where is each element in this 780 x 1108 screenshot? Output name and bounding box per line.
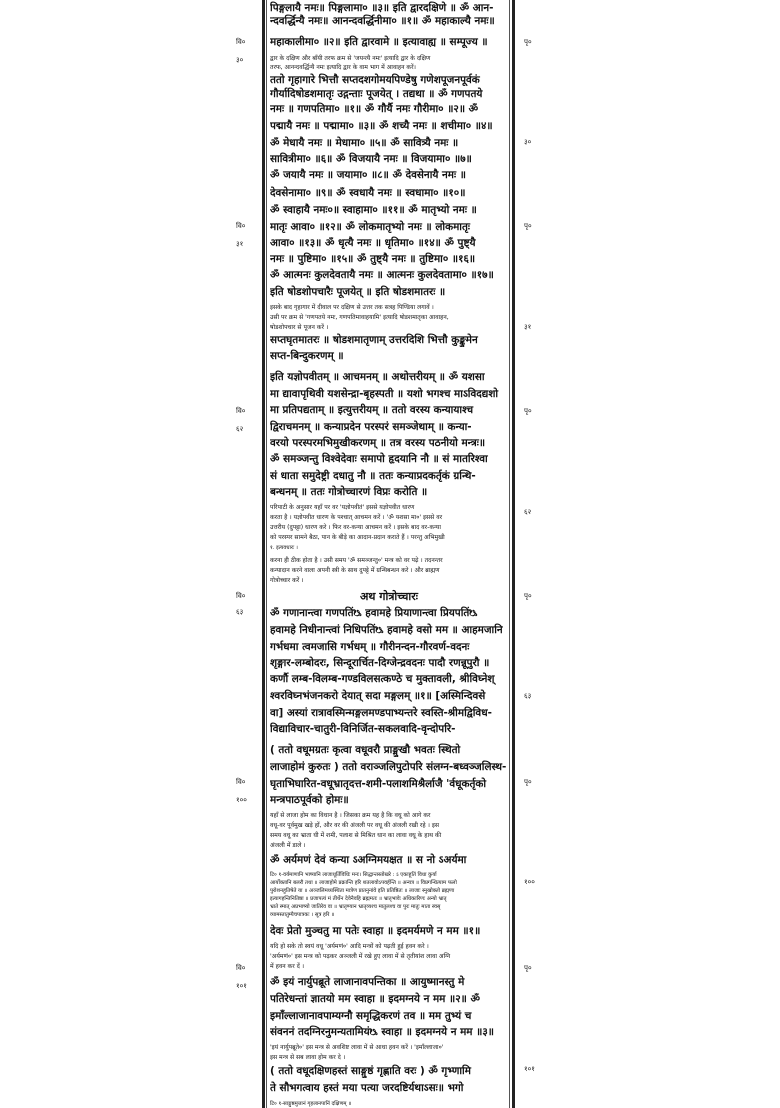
sanskrit-line: आवा० ॥१३॥ ॐ धृत्यै नमः ॥ धृतिमा० ॥१४॥ ॐ पुष्ट्यै [270, 237, 476, 249]
sanskrit-line: नमः ॥ पुष्टिमा० ॥१५॥ ॐ तुष्ट्यै नमः ॥ तुष्टिमा० ॥१६॥ [270, 253, 476, 265]
right-border-rule [512, 0, 515, 1108]
margin-reference: ३१ [236, 240, 244, 248]
commentary-line: गोत्रोच्चार करें । [270, 577, 304, 584]
margin-reference: वि० [236, 38, 246, 46]
commentary-line: इसके बाद गृहागार में दीवाल पर दक्षिण से उत्तर तक सत्रह पिण्डिया लगावें । [270, 304, 434, 311]
footnote-line: व्यामस्तातुम्यैचपात्रकः । सूत्र हरि ॥ [270, 912, 335, 918]
sanskrit-line: पद्मायै नमः ॥ पद्मामा० ॥३॥ ॐ शच्यै नमः ॥ शचीमा० ॥४॥ [270, 120, 493, 132]
sanskrit-line: वरयो परस्परमभिमुखीकरणम् ॥ तत्र वरस्य पठनीयो मन्त्रः॥ [270, 437, 486, 449]
sanskrit-line: वा] अस्यां रात्रावस्मिन्मङ्गलमण्डपाभ्यन्तरे स्वस्ति-श्रीमद्विविध- [270, 707, 492, 719]
commentary-line: में हवन कर दें । [270, 963, 305, 970]
left-border-rule [262, 0, 265, 1108]
margin-reference: वि० [236, 592, 246, 600]
sanskrit-line: ततो गृहागारे भित्तौ सप्तदशगोमयपिण्डेषु गणेशपूजनपूर्वकं [270, 74, 480, 86]
margin-reference: ३० [524, 138, 532, 146]
sanskrit-line: श्वरविघ्नभंजनकरो देयात् सदा मङ्गलम् ॥१॥ [अस्मिन्दिवसे [270, 690, 486, 702]
sanskrit-line: कर्णौ लम्ब-विलम्ब-गण्डविलसत्कण्ठे च मुक्तावली, श्रीविघ्नेश् [270, 673, 495, 685]
sanskrit-line: देवः प्रेतो मुञ्चतु मा पतेः स्वाहा ॥ इदमर्यमणे न मम ॥१॥ [270, 925, 481, 937]
sanskrit-line: इति यज्ञोपवीतम् ॥ आचमनम् ॥ अथोत्तरीयम् ॥ ॐ यशसा [270, 371, 485, 383]
margin-reference: पृ० [524, 778, 532, 786]
margin-reference: पृ० [524, 222, 532, 230]
footnote-line: टि० १-वर्यमाणानि भाष्यानि लाजाधूर्तिविधिः मनः। सिद्धान्तस्तोखरे : ऽ एकाहूतिं विधा कुर्या [270, 872, 437, 878]
sanskrit-line: संवननं तदग्निरनुमन्यतामियंᳬ स्वाहा ॥ इदमग्नये न मम ॥३॥ [270, 1026, 494, 1038]
sanskrit-line: ॐ गणानान्त्वा गणपतिंᳬ हवामहे प्रियाणान्त्वा प्रियपतिंᳬ [270, 607, 478, 619]
commentary-line: अंजली में डाले । [270, 842, 306, 849]
sanskrit-line: ॐ इयं नार्युपब्रूते लाजानावपन्तिका ॥ आयुष्मानस्तु मे [270, 976, 465, 988]
sanskrit-line: सप्तघृतमातरः ॥ षोडशमातृणाम् उत्तरदिशि भित्तौ कुङ्कुमेन [270, 334, 478, 346]
sanskrit-line: बन्धनम् ॥ ततः गोत्रोच्चारणं विप्रः करोति ॥ [270, 486, 428, 498]
text-column [270, 0, 508, 1108]
sanskrit-line: न्दवर्द्धिन्यै नमः॥ आनन्दवर्द्धिनीमा० ॥१॥ ॐ महाकाल्यै नमः॥ [270, 15, 495, 27]
sanskrit-line: गर्भधमा त्वमजासि गर्भधम् ॥ गौरीनन्दन-गौरवर्ण-वदनः [270, 641, 470, 653]
sanskrit-line: ॐ अर्यमणं देवं कन्या ऽअग्निमयक्षत ॥ स नो ऽअर्यमा [270, 854, 467, 866]
sanskrit-line: श‍ृङ्गार-लम्बोदरः, सिन्दूरार्चित-दिग्जेन्द्रवदनः पादौ रणन्नूपुरौ ॥ [270, 657, 490, 669]
margin-reference: वि० [236, 407, 246, 415]
sanskrit-line: देवसेनामा० ॥९॥ ॐ स्वधायै नमः ॥ स्वधामा० ॥१०॥ [270, 187, 466, 199]
margin-reference: ६३ [524, 692, 532, 700]
sanskrit-line: ॐ जयायै नमः ॥ जयामा० ॥८॥ ॐ देवसेनायै नमः ॥ [270, 169, 466, 181]
commentary-line: करना ही ठीक होता है । उसी समय 'ॐ समञ्जन्तु०' मन्त्र को वर पढ़े । तदनन्तर [270, 557, 443, 564]
sanskrit-line: पिङ्गलायै नमः॥ पिङ्गलामा० ॥३॥ इति द्वारदक्षिणे ॥ ॐ आन- [270, 2, 494, 14]
commentary-line: द्वार के दक्षिण और बाँयी तरफ क्रम से 'जयन्त्यै नमः' इत्यादि द्वार के दक्षिण [270, 55, 431, 62]
footnote-line: भ्राते स्मात् अप्रभाष्यो जातिरेव वा ॥ भ्रातृण्यान भ्रातृव्यश्च मातुलश्च वा पुरः मातुः माता स्वसृ [270, 904, 441, 910]
sanskrit-line: ते सौभगत्वाय हस्तं मया पत्या जरदष्टिर्यथाऽसः॥ भगो [270, 1082, 464, 1094]
sanskrit-line: घृताभिघारित-वधूभ्रातृदत्त-शमी-पलाशमिश्रैर्लाजै 'र्वधूकर्तृको [270, 778, 487, 790]
commentary-line: उत्तरीय (दुपट्टा) धारण करे । फिर वर-कन्या आचमन करें । इसके बाद वर-कन्या [270, 524, 441, 531]
commentary-line: तरफ, आनन्दवर्द्धिन्यै नमः इत्यादि द्वार के वाम भाग में आवाहन करें। [270, 64, 416, 71]
commentary-line: वधू-वर पूर्वमुख खड़े हों, और वर की अंजली पर वधू की अंजली रखी रहे । इस [270, 822, 439, 829]
margin-reference: वि० [236, 222, 246, 230]
commentary-line: षोडशोपचार से पूजन करें । [270, 324, 329, 331]
section-heading: अथ गोत्रोच्चारः [360, 590, 418, 603]
margin-reference: १०० [236, 796, 247, 804]
sanskrit-line: द्विराचमनम् ॥ कन्याप्रदेन परस्परं समञ्जेथाम् ॥ कन्या- [270, 421, 472, 433]
margin-reference: १०१ [236, 982, 247, 990]
margin-reference: ६३ [236, 608, 244, 616]
sanskrit-line: मातृः आवा० ॥१२॥ ॐ लोकमातृभ्यो नमः ॥ लोकमातृः [270, 221, 470, 233]
footnote-line: इत्यागहन्तिनितिष्ठा ॥ प्रजापत्यं मं तीर्थेन देवेनैवहि ब्रह्ममतः ॥ भ्रातृभावेः अधिकारिणः अन्यो भ्रातृ [270, 896, 447, 902]
left-border-inner-rule [266, 0, 267, 1108]
sanskrit-line: इति षोडशोपचारैः पूजयेत् ॥ इति षोडशमातरः ॥ [270, 286, 446, 298]
margin-reference: पृ० [524, 592, 532, 600]
margin-reference: १०१ [524, 1065, 535, 1073]
commentary-line: यहाँ से लाजा होम का विधान है । जिसका क्रम यह है कि वधू को आगे कर [270, 812, 431, 819]
right-border-inner-rule [509, 0, 510, 1108]
margin-reference: १०० [524, 878, 535, 886]
commentary-line: 'अर्यमणं०' इस मन्त्र को पढ़कर अञ्जली में रखे हुए लावा में से तृतीयांश लावा अग्नि [270, 953, 451, 960]
sanskrit-line: ॐ स्वाहायै नमः०॥ स्वाहामा० ॥११॥ ॐ मातृभ्यो नमः ॥ [270, 204, 477, 216]
commentary-line: करता है । यज्ञोपवीत धारण के पश्चात् आचमन करें । 'ॐ यशसा मा०' इससे वर [270, 514, 443, 521]
sanskrit-line: गौर्यादिषोडशमातृः उद्गन्ताः पूजयेत् । तद्यथा ॥ ॐ गणपतये [270, 88, 483, 100]
commentary-line: परिपाटी के अनुसार यहाँ पर वर 'यज्ञोपवीतं' इससे यज्ञोपवीत धारण [270, 504, 415, 511]
footnote-line: १. इत्यवधारः । [270, 545, 298, 551]
margin-reference: ३१ [524, 323, 532, 331]
commentary-line: को परस्पर सामने बैठा, पान के बीड़े का आदान-प्रदान कराते हैं । परन्तु अभिमुखी [270, 534, 445, 541]
commentary-line: समय वधू का भ्राता घी में शमी, पलाश से मिश्रित धान का लावा वधू के हाथ की [270, 832, 442, 839]
commentary-line: यदि हो सके तो स्वयं वधू 'अर्यमणं०' आदि मन्त्रों को पढ़ती हुई हवन करे । [270, 943, 429, 950]
sanskrit-line: मा प्रतिपद्यताम् ॥ इत्युत्तरीयम् ॥ ततो वरस्य कन्यायाश्च [270, 404, 474, 416]
commentary-line: उसी पर क्रम से 'गणपतये नमः, गणपतिमावाहयामि' इत्यादि षोडशमातृका आवाहन, [270, 314, 449, 321]
footnote-line: पुरोशनहुतिषेते या ॥ अञ्जलिमध्यस्थिता मात्रेण प्रातनुनांवे इति प्रतिष्ठितः ॥ लाजाः स्नुखोक्तो ब्रह्मणा [270, 888, 455, 894]
margin-reference: ६२ [524, 508, 532, 516]
sanskrit-line: ॐ आत्मनः कुलदेवतायै नमः ॥ आत्मनः कुलदेवतामा० ॥१७॥ [270, 269, 494, 281]
commentary-line: इस मन्त्र से सब लावा होम कर दे । [270, 1054, 346, 1061]
sanskrit-line: इमाँल्लाजानावपाम्यग्नौ समृद्धिकरणं तव ॥ मम तुभ्यं च [270, 1010, 472, 1022]
margin-reference: पृ० [524, 407, 532, 415]
sanskrit-line: पतिरेधन्तां ज्ञातयो मम स्वाहा ॥ इदमग्नये न मम ॥२॥ ॐ [270, 993, 480, 1005]
sanskrit-line: सावित्रीमा० ॥६॥ ॐ विजयायै नमः ॥ विजयामा० ॥७॥ [270, 153, 472, 165]
sanskrit-line: हवामहे निधीनान्त्वां निधिपतिंᳬ हवामहे वसो मम ॥ आहमजानि [270, 624, 503, 636]
margin-reference: ३० [236, 56, 244, 64]
sanskrit-line: नमः ॥ गणपतिमा० ॥१॥ ॐ गौर्यै नमः गौरीमा० ॥२॥ ॐ [270, 103, 479, 115]
margin-reference: पृ० [524, 964, 532, 972]
sanskrit-line: ॐ समञ्जन्तु विश्वेदेवाः समापो हृदयानि नौ ॥ सं मातरिश्वा [270, 453, 488, 465]
footnote-line: आर्योक्तानि बलरौ तथा ॥ लाजाहोमे प्रक्रान्ति हरि शतलावोऽपवर्हन्ति ॥ अन्यत्र ॥ विप्रगन्धित्याम फलो [270, 880, 457, 886]
commentary-line: 'इयं नार्युपब्रूते०' इस मन्त्र से अवशिष्ट लावा में से आधा हवन करें । 'इमाँल्लाजा०' [270, 1044, 444, 1051]
sanskrit-line: विद्याविचार-चातुरी-विनिर्जित-सकलवादि-वृन्दोपरि- [270, 723, 456, 735]
margin-reference: ६२ [236, 425, 244, 433]
margin-reference: वि० [236, 964, 246, 972]
sanskrit-line: मन्त्रपाठपूर्वको होमः॥ [270, 794, 349, 806]
sanskrit-line: ( ततो वधूदक्षिणहस्तं साङ्गुष्ठं गृह्णाति वरः ) ॐ गृभ्णामि [270, 1065, 471, 1077]
sanskrit-line: महाकालीमा० ॥२॥ इति द्वारवामे ॥ इत्यावाह्य ॥ सम्पूज्य ॥ [270, 36, 488, 48]
sanskrit-line: सं धाता समुदेष्ट्री दधातु नौ ॥ ततः कन्याप्रदकर्तृकं ग्रन्थि- [270, 470, 476, 482]
sanskrit-line: मा द्यावापृथिवी यशसेन्द्रा-बृहस्पती ॥ यशो भगश्च माऽविदद्यशो [270, 388, 499, 400]
sanskrit-line: सप्त-बिन्दुकरणम् ॥ [270, 350, 344, 362]
sanskrit-line: लाजाहोमं कुरुतः ) ततो वराञ्जलिपुटोपरि संलग्न-बध्वञ्जलिस्थ- [270, 761, 507, 773]
commentary-line: कन्यादान करने वाला अपनी स्त्री के साथ दुपट्टे में ग्रन्थिबन्धन करे । और ब्राह्मण [270, 567, 440, 574]
sanskrit-line: ( ततो वधूमग्रतः कृत्वा वधूवरौ प्राङ्मुखौ भवतः स्थितो [270, 744, 461, 756]
margin-reference: वि० [236, 778, 246, 786]
sanskrit-line: ॐ मेधायै नमः ॥ मेधामा० ॥५॥ ॐ सावित्र्यै नमः ॥ [270, 137, 459, 149]
footnote-line: टि० १-साङ्गुष्ठमुत्तानं गृहलानपानिं दक्षिणम् ॥ [270, 1101, 352, 1107]
margin-reference: पृ० [524, 38, 532, 46]
